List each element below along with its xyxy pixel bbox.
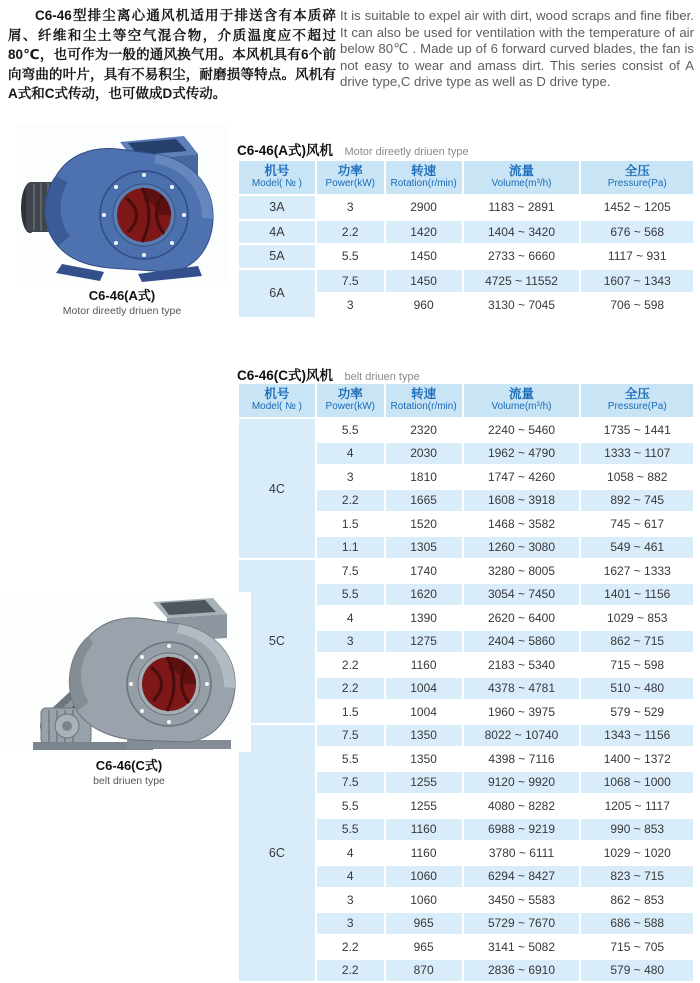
data-cell: 7.5 [317,560,384,582]
data-cell: 3 [317,631,384,653]
data-cell: 3780 ~ 6111 [464,842,580,864]
data-cell: 1452 ~ 1205 [581,196,693,219]
data-cell: 2.2 [317,960,384,982]
data-cell: 686 ~ 588 [581,913,693,935]
data-cell: 1255 [386,772,462,794]
data-cell: 2404 ~ 5860 [464,631,580,653]
data-cell: 7.5 [317,270,384,293]
data-cell: 1520 [386,513,462,535]
data-cell: 7.5 [317,725,384,747]
data-cell: 1420 [386,221,462,244]
data-cell: 6294 ~ 8427 [464,866,580,888]
section-a-title-en: Motor direetly driuen type [344,146,469,158]
spec-table-a [237,159,695,319]
data-cell: 745 ~ 617 [581,513,693,535]
data-cell: 1468 ~ 3582 [464,513,580,535]
data-cell: 1960 ~ 3975 [464,701,580,723]
data-cell: 1735 ~ 1441 [581,419,693,441]
data-cell: 3130 ~ 7045 [464,294,580,317]
data-cell: 1275 [386,631,462,653]
table-row [239,245,693,268]
fan-c-illustration [7,592,251,752]
data-cell: 1004 [386,701,462,723]
data-cell: 1608 ~ 3918 [464,490,580,512]
data-cell: 1333 ~ 1107 [581,443,693,465]
data-cell: 2.2 [317,221,384,244]
model-cell: 5A [239,245,315,268]
data-cell: 1962 ~ 4790 [464,443,580,465]
data-cell: 5.5 [317,419,384,441]
data-cell: 1029 ~ 853 [581,607,693,629]
data-cell: 1747 ~ 4260 [464,466,580,488]
data-cell: 2.2 [317,490,384,512]
data-cell: 1060 [386,889,462,911]
fan-a-illustration [16,124,228,282]
data-cell: 1.1 [317,537,384,559]
data-cell: 1060 [386,866,462,888]
data-cell: 2320 [386,419,462,441]
header-cell: 全压 Pressure(Pa) [581,161,693,194]
data-cell: 1450 [386,245,462,268]
header-cell: 流量 Volume(m³/h) [464,384,580,417]
data-cell: 2183 ~ 5340 [464,654,580,676]
header-row [239,161,693,194]
data-cell: 3141 ~ 5082 [464,936,580,958]
data-cell: 5.5 [317,819,384,841]
data-cell: 1160 [386,819,462,841]
data-cell: 1810 [386,466,462,488]
data-cell: 960 [386,294,462,317]
data-cell: 2.2 [317,678,384,700]
data-cell: 5.5 [317,584,384,606]
data-cell: 1740 [386,560,462,582]
table-row [239,725,693,747]
data-cell: 5.5 [317,748,384,770]
model-cell: 4A [239,221,315,244]
data-cell: 2030 [386,443,462,465]
data-cell: 1160 [386,842,462,864]
data-cell: 823 ~ 715 [581,866,693,888]
data-cell: 1305 [386,537,462,559]
model-cell: 4C [239,419,315,558]
data-cell: 1665 [386,490,462,512]
data-cell: 2.2 [317,936,384,958]
data-cell: 5729 ~ 7670 [464,913,580,935]
data-cell: 1058 ~ 882 [581,466,693,488]
data-cell: 2900 [386,196,462,219]
data-cell: 4725 ~ 11552 [464,270,580,293]
data-cell: 4 [317,842,384,864]
fan-a-caption: C6-46(A式) [88,288,156,303]
header-cell: 流量 Volume(m³/h) [464,161,580,194]
data-cell: 6988 ~ 9219 [464,819,580,841]
data-cell: 715 ~ 705 [581,936,693,958]
data-cell: 990 ~ 853 [581,819,693,841]
data-cell: 1343 ~ 1156 [581,725,693,747]
model-cell: 5C [239,560,315,723]
data-cell: 862 ~ 853 [581,889,693,911]
header-cell: 转速 Rotation(r/min) [386,161,462,194]
header-cell: 功率 Power(kW) [317,161,384,194]
data-cell: 1.5 [317,513,384,535]
data-cell: 3 [317,913,384,935]
data-cell: 1.5 [317,701,384,723]
data-cell: 3280 ~ 8005 [464,560,580,582]
data-cell: 1401 ~ 1156 [581,584,693,606]
data-cell: 1160 [386,654,462,676]
data-cell: 1183 ~ 2891 [464,196,580,219]
data-cell: 862 ~ 715 [581,631,693,653]
fan-c-subcaption: belt driuen type [93,775,165,787]
data-cell: 3450 ~ 5583 [464,889,580,911]
section-c-title-cn: C6-46(C式)风机 [237,368,334,383]
data-cell: 870 [386,960,462,982]
data-cell: 965 [386,913,462,935]
data-cell: 5.5 [317,795,384,817]
model-cell: 6C [239,725,315,982]
data-cell: 1620 [386,584,462,606]
data-cell: 2240 ~ 5460 [464,419,580,441]
table-row [239,560,693,582]
data-cell: 4398 ~ 7116 [464,748,580,770]
data-cell: 510 ~ 480 [581,678,693,700]
data-cell: 1117 ~ 931 [581,245,693,268]
data-cell: 4 [317,607,384,629]
table-row [239,419,693,441]
fan-a-subcaption: Motor direetly driuen type [62,305,182,317]
data-cell: 1205 ~ 1117 [581,795,693,817]
data-cell: 2733 ~ 6660 [464,245,580,268]
intro-paragraph-english: It is suitable to expel air with dirt, wood scraps and fine fiber. It can also be used for ventilation with the temperature of air below 80℃ . Made up of 6 forward curved blades, the fan is not easy to wear and amass dirt. This series consist of A drive type,C drive type as well as D drive type. [340,8,694,90]
data-cell: 2.2 [317,654,384,676]
data-cell: 1004 [386,678,462,700]
data-cell: 1627 ~ 1333 [581,560,693,582]
data-cell: 579 ~ 480 [581,960,693,982]
header-cell: 机号 Model( № ) [239,384,315,417]
header-cell: 机号 Model( № ) [239,161,315,194]
data-cell: 676 ~ 568 [581,221,693,244]
data-cell: 9120 ~ 9920 [464,772,580,794]
table-row [239,221,693,244]
data-cell: 1404 ~ 3420 [464,221,580,244]
intro-paragraph-chinese: C6-46型排尘离心通风机适用于排送含有本质碎屑、纤维和尘土等空气混合物，介质温度应不超过80℃，也可作为一般的通风换气用。本风机具有6个前向弯曲的叶片，具有不易积尘，耐磨损等特点。风机有A式和C式传动，也可做成D式传动。 [8,8,336,101]
fan-c-caption: C6-46(C式) [95,758,163,773]
data-cell: 3 [317,889,384,911]
data-cell: 4 [317,866,384,888]
header-cell: 转速 Rotation(r/min) [386,384,462,417]
data-cell: 1260 ~ 3080 [464,537,580,559]
data-cell: 1029 ~ 1020 [581,842,693,864]
header-cell: 全压 Pressure(Pa) [581,384,693,417]
data-cell: 715 ~ 598 [581,654,693,676]
data-cell: 965 [386,936,462,958]
data-cell: 4080 ~ 8282 [464,795,580,817]
data-cell: 1450 [386,270,462,293]
data-cell: 706 ~ 598 [581,294,693,317]
section-a-title-cn: C6-46(A式)风机 [237,143,334,158]
data-cell: 4 [317,443,384,465]
data-cell: 549 ~ 461 [581,537,693,559]
data-cell: 3 [317,294,384,317]
data-cell: 2836 ~ 6910 [464,960,580,982]
section-a-title [237,139,469,160]
data-cell: 2620 ~ 6400 [464,607,580,629]
data-cell: 8022 ~ 10740 [464,725,580,747]
model-cell: 3A [239,196,315,219]
table-row [239,196,693,219]
data-cell: 1607 ~ 1343 [581,270,693,293]
spec-table-c [237,382,695,983]
data-cell: 1350 [386,748,462,770]
data-cell: 3 [317,466,384,488]
data-cell: 1390 [386,607,462,629]
data-cell: 1255 [386,795,462,817]
data-cell: 3 [317,196,384,219]
header-row [239,384,693,417]
data-cell: 1068 ~ 1000 [581,772,693,794]
header-cell: 功率 Power(kW) [317,384,384,417]
data-cell: 3054 ~ 7450 [464,584,580,606]
section-c-title-en: belt driuen type [344,371,420,383]
data-cell: 579 ~ 529 [581,701,693,723]
data-cell: 892 ~ 745 [581,490,693,512]
fan-a-figure [15,124,229,317]
data-cell: 5.5 [317,245,384,268]
fan-c-figure [6,592,252,787]
data-cell: 1350 [386,725,462,747]
data-cell: 1400 ~ 1372 [581,748,693,770]
table-row [239,270,693,293]
model-cell: 6A [239,270,315,317]
data-cell: 4378 ~ 4781 [464,678,580,700]
data-cell: 7.5 [317,772,384,794]
